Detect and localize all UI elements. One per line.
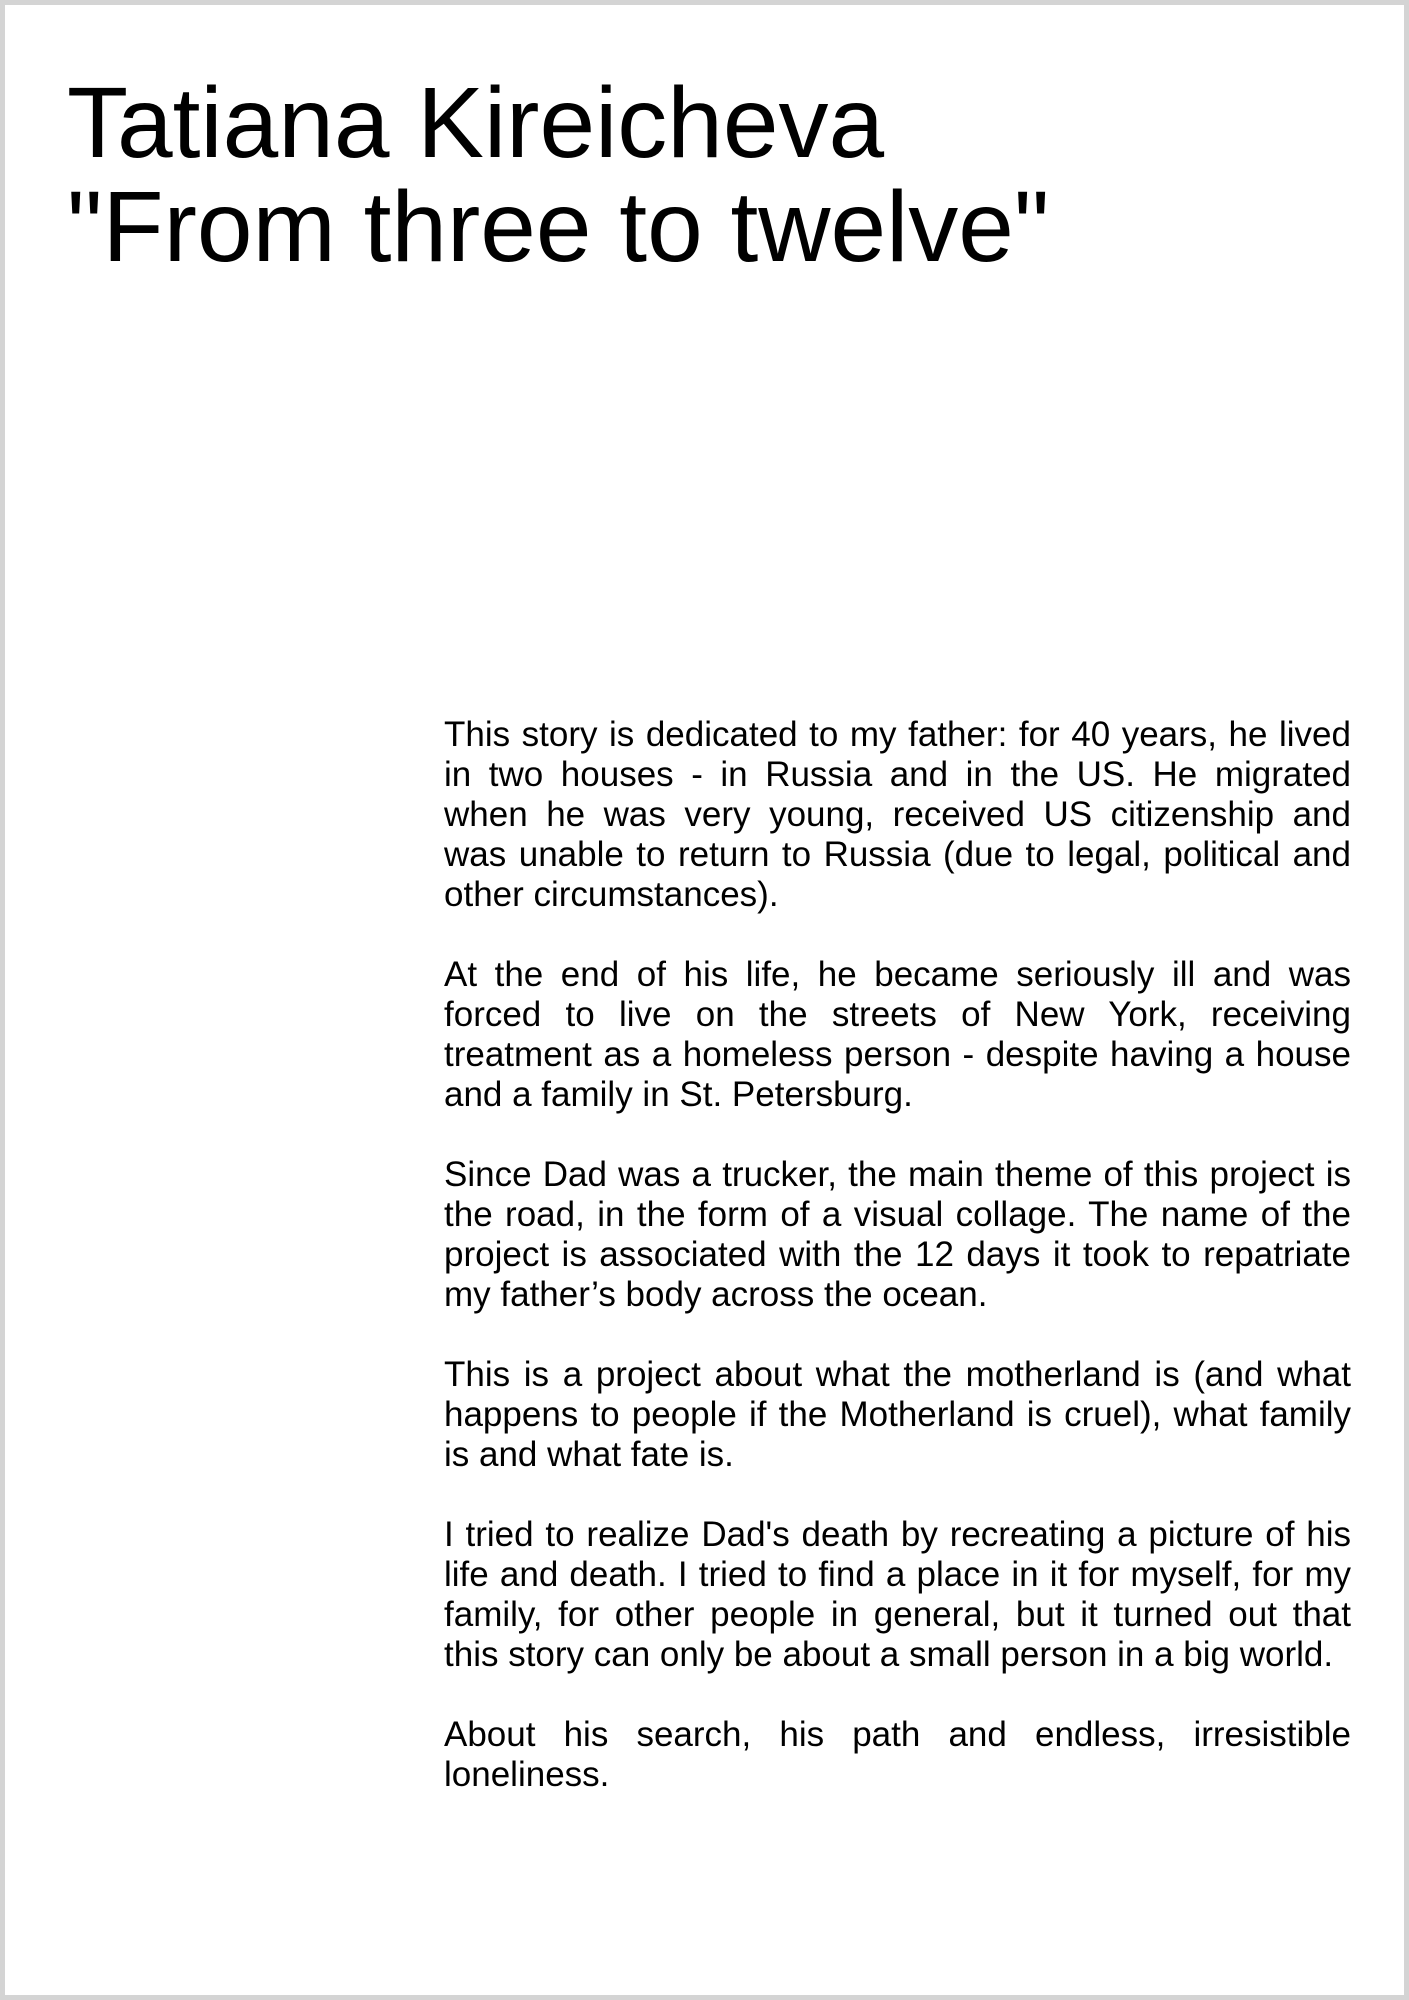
page-title bbox=[67, 67, 1317, 283]
paragraph-motherland: This is a project about what the motherland is (and what happens to people if the Motherland is cruel), what family is and what fate is. bbox=[444, 1355, 1351, 1474]
project-title: "From three to twelve" bbox=[67, 171, 1050, 283]
paragraph-dedication: This story is dedicated to my father: for 40 years, he lived in two houses - in Russia and in the US. He migrated when he was very young, received US citizenship and was unable to return to Russia (due to legal, political and other circumstances). bbox=[444, 715, 1351, 914]
paragraph-loneliness: About his search, his path and endless, irresistible loneliness. bbox=[444, 1715, 1351, 1794]
author-name: Tatiana Kireicheva bbox=[67, 67, 885, 179]
paragraph-road-theme: Since Dad was a trucker, the main theme of this project is the road, in the form of a visual collage. The name of the project is associated with the 12 days it took to repatriate my father’s body across the ocean. bbox=[444, 1155, 1351, 1314]
paragraph-realization: I tried to realize Dad's death by recreating a picture of his life and death. I tried to find a place in it for myself, for my family, for other people in general, but it turned out that this story can only be about a small person in a big world. bbox=[444, 1515, 1351, 1674]
paragraph-illness: At the end of his life, he became seriously ill and was forced to live on the streets of New York, receiving treatment as a homeless person - despite having a house and a family in St. Petersburg. bbox=[444, 955, 1351, 1114]
statement-text bbox=[444, 715, 1351, 1795]
